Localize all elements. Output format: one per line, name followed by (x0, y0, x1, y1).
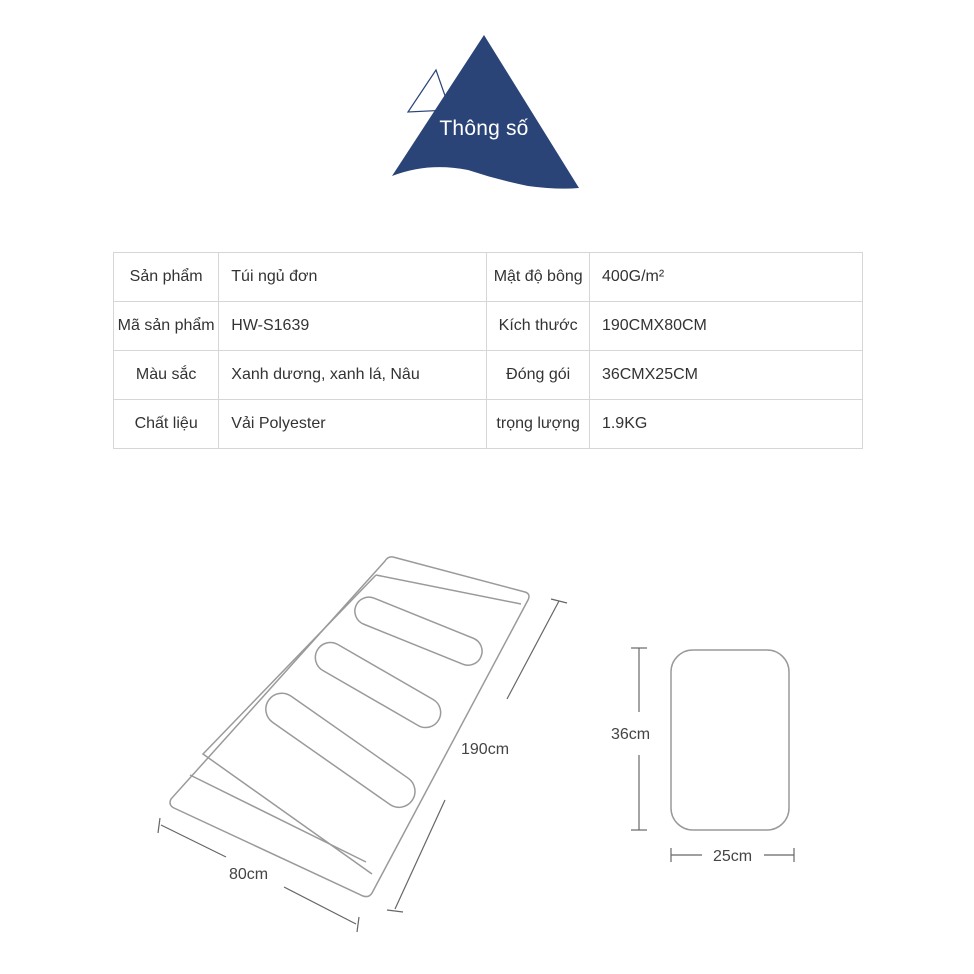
value-product-code: HW-S1639 (219, 302, 487, 351)
brand-logo (388, 30, 584, 195)
dimension-tick (357, 917, 359, 932)
label-color: Màu sắc (114, 351, 219, 400)
quilting-stripe (351, 593, 487, 670)
width-dimension-line (161, 825, 226, 857)
quilting-stripe (260, 687, 422, 814)
sleeping-bag-foot-seam (190, 775, 366, 862)
value-material: Vải Polyester (219, 400, 487, 449)
width-dimension-line (284, 887, 356, 924)
table-row (114, 351, 863, 400)
packed-bag-outline (671, 650, 789, 830)
label-size: Kích thước (487, 302, 590, 351)
sleeping-bag-outline (170, 557, 529, 897)
length-dimension-line (507, 601, 559, 699)
table-row (114, 253, 863, 302)
label-material: Chất liệu (114, 400, 219, 449)
sleeping-bag-zipper (203, 575, 521, 874)
specs-table (113, 252, 863, 449)
label-product: Sản phẩm (114, 253, 219, 302)
table-row (114, 400, 863, 449)
label-fill-density: Mật độ bông (487, 253, 590, 302)
length-dimension-line (395, 800, 445, 909)
dimension-tick (158, 818, 160, 833)
width-label: 80cm (229, 866, 269, 883)
label-product-code: Mã sản phẩm (114, 302, 219, 351)
table-row (114, 302, 863, 351)
length-label: 190cm (461, 741, 510, 758)
dimension-drawing (0, 540, 974, 970)
value-fill-density: 400G/m² (589, 253, 862, 302)
quilting-stripe (310, 637, 446, 733)
section-title: Thông số (439, 117, 529, 140)
value-size: 190CMX80CM (589, 302, 862, 351)
value-packing: 36CMX25CM (589, 351, 862, 400)
pack-height-label: 36cm (611, 726, 651, 743)
pack-width-label: 25cm (713, 848, 753, 865)
dimension-tick (387, 910, 403, 912)
value-product: Túi ngủ đơn (219, 253, 487, 302)
label-weight: trọng lượng (487, 400, 590, 449)
label-packing: Đóng gói (487, 351, 590, 400)
dimension-tick (551, 599, 567, 603)
value-weight: 1.9KG (589, 400, 862, 449)
value-color: Xanh dương, xanh lá, Nâu (219, 351, 487, 400)
